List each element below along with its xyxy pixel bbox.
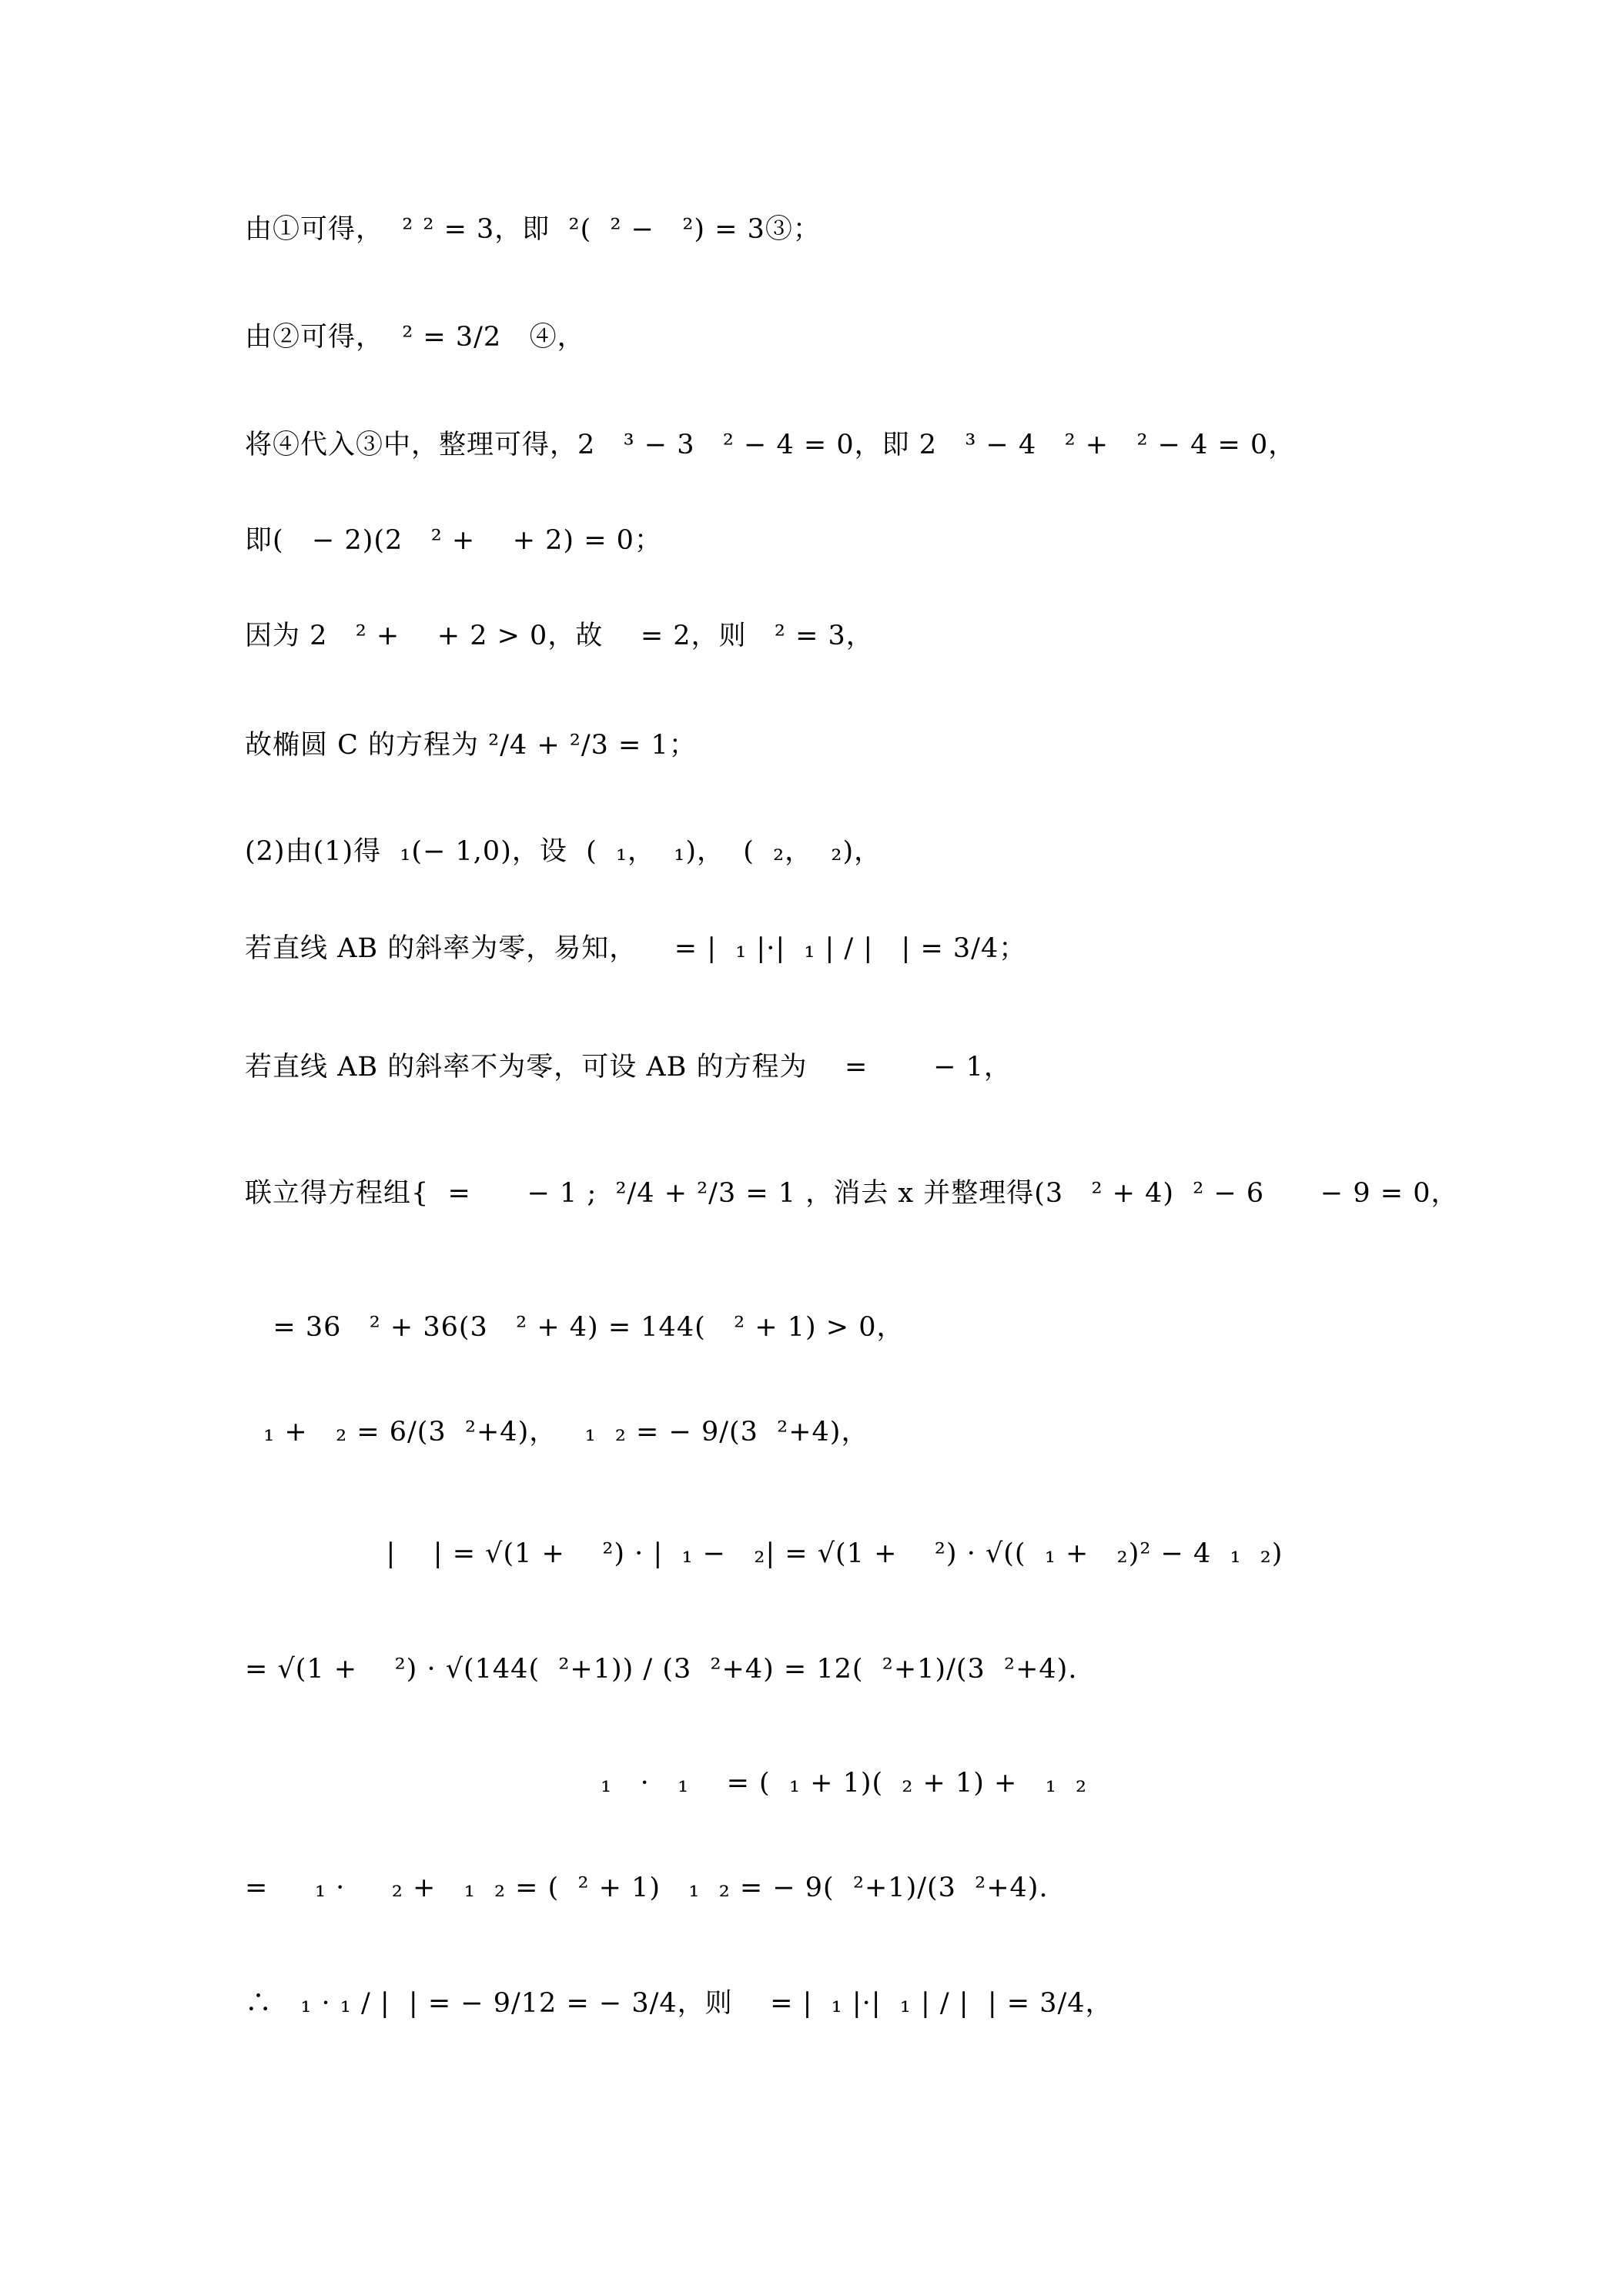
solution-line-6: 故椭圆 C 的方程为 ²/4 + ²/3 = 1； bbox=[245, 730, 697, 761]
solution-line-12: ₁ + ₂ = 6/(3 ²+4)， ₁ ₂ = − 9/(3 ²+4)， bbox=[245, 1417, 869, 1448]
solution-line-13: | | = √(1 + ²) · | ₁ − ₂| = √(1 + ²) · √(( ₁ + ₂)² − 4 ₁ ₂) bbox=[386, 1538, 1283, 1569]
solution-line-16: = ₁ · ₂ + ₁ ₂ = ( ² + 1) ₁ ₂ = − 9( ²+1)/(3 ²+4). bbox=[245, 1873, 1049, 1903]
solution-line-4: 即( − 2)(2 ² + + 2) = 0； bbox=[245, 525, 662, 556]
solution-line-2: 由②可得， ² = 3/2 ④， bbox=[245, 322, 585, 353]
solution-line-9: 若直线 AB 的斜率不为零，可设 AB 的方程为 = − 1， bbox=[245, 1052, 1012, 1083]
solution-line-10: 联立得方程组{ = − 1 ; ²/4 + ²/3 = 1 ，消去 x 并整理得(3 ² + 4) ² − 6 − 9 = 0， bbox=[245, 1178, 1459, 1209]
solution-line-8: 若直线 AB 的斜率为零，易知， = | ₁ |·| ₁ | / | | = 3/4； bbox=[245, 933, 1027, 964]
solution-line-17: ∴ ₁ · ₁ / | | = − 9/12 = − 3/4，则 = | ₁ |·| ₁ | / | | = 3/4， bbox=[245, 1988, 1113, 2019]
solution-line-14: = √(1 + ²) · √(144( ²+1)) / (3 ²+4) = 12( ²+1)/(3 ²+4). bbox=[245, 1654, 1078, 1685]
solution-line-11: = 36 ² + 36(3 ² + 4) = 144( ² + 1) > 0， bbox=[245, 1312, 905, 1343]
solution-line-7: (2)由(1)得 ₁(− 1,0)，设 ( ₁， ₁)， ( ₂， ₂)， bbox=[245, 836, 882, 867]
solution-line-15: ₁ · ₁ = ( ₁ + 1)( ₂ + 1) + ₁ ₂ bbox=[581, 1768, 1088, 1799]
solution-line-3: 将④代入③中，整理可得，2 ³ − 3 ² − 4 = 0，即 2 ³ − 4 ² + ² − 4 = 0， bbox=[245, 430, 1297, 460]
solution-line-5: 因为 2 ² + + 2 > 0，故 = 2，则 ² = 3， bbox=[245, 621, 874, 651]
solution-line-1: 由①可得， ² ² = 3，即 ²( ² − ²) = 3③； bbox=[245, 214, 821, 245]
